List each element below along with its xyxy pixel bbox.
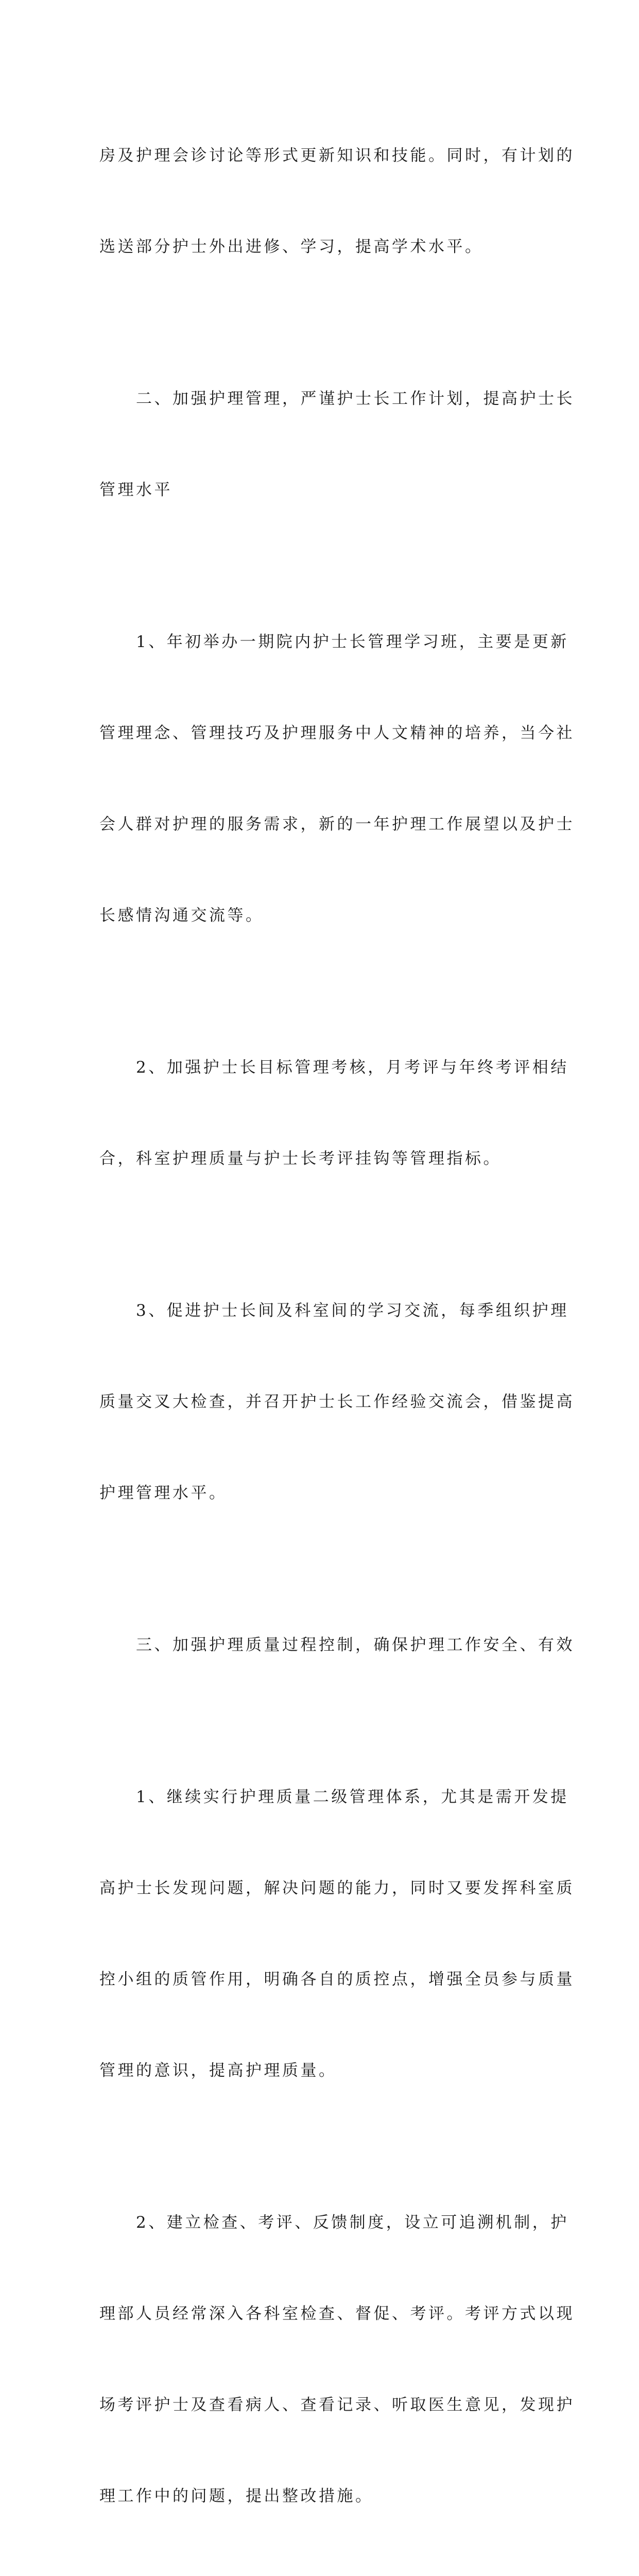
text-line: 选送部分护士外出进修、学习，提高学术水平。 (99, 238, 483, 256)
section-heading (99, 1569, 575, 1721)
text-line: 护理管理水平。 (99, 1484, 228, 1502)
text-line: 3、促进护士长间及科室间的学习交流，每季组织护理 (99, 1301, 569, 1320)
paragraph (99, 2572, 543, 2576)
paragraph (99, 1235, 575, 1569)
text-line: 1、继续实行护理质量二级管理体系，尤其是需开发提 (99, 1788, 569, 1806)
text-line: 会人群对护理的服务需求，新的一年护理工作展望以及护士 (99, 815, 575, 834)
text-line: 三、加强护理质量过程控制，确保护理工作安全、有效 (99, 1636, 575, 1654)
text-line: 长感情沟通交流等。 (99, 906, 264, 925)
text-line: 理工作中的问题，提出整改措施。 (99, 2487, 374, 2505)
paragraph (99, 992, 569, 1235)
paragraph (99, 80, 575, 323)
text-line: 合，科室护理质量与护士长考评挂钩等管理指标。 (99, 1149, 502, 1168)
text-line: 二、加强护理管理，严谨护士长工作计划，提高护士长 (99, 389, 575, 408)
text-line: 质量交叉大检查，并召开护士长工作经验交流会，借鉴提高 (99, 1393, 575, 1411)
text-line: 管理理念、管理技巧及护理服务中人文精神的培养，当今社 (99, 724, 575, 742)
text-line: 理部人员经常深入各科室检查、督促、考评。考评方式以现 (99, 2304, 575, 2323)
text-line: 2、加强护士长目标管理考核，月考评与年终考评相结 (99, 1058, 569, 1077)
paragraph (99, 566, 575, 992)
text-line: 高护士长发现问题，解决问题的能力，同时又要发挥科室质 (99, 1879, 575, 1897)
text-line: 1、年初举办一期院内护士长管理学习班，主要是更新 (99, 633, 569, 651)
text-line: 管理水平 (99, 481, 172, 499)
text-line: 房及护理会诊讨论等形式更新知识和技能。同时，有计划的 (99, 146, 575, 165)
document-body (99, 80, 575, 2576)
text-line: 2、建立检查、考评、反馈制度，设立可追溯机制，护 (99, 2213, 569, 2232)
text-line: 场考评护士及查看病人、查看记录、听取医生意见，发现护 (99, 2396, 575, 2414)
paragraph (99, 1721, 575, 2147)
paragraph (99, 2147, 575, 2572)
text-line: 控小组的质管作用，明确各自的质控点，增强全员参与质量 (99, 1970, 575, 1989)
section-heading (99, 323, 575, 566)
text-line: 管理的意识，提高护理质量。 (99, 2061, 337, 2080)
